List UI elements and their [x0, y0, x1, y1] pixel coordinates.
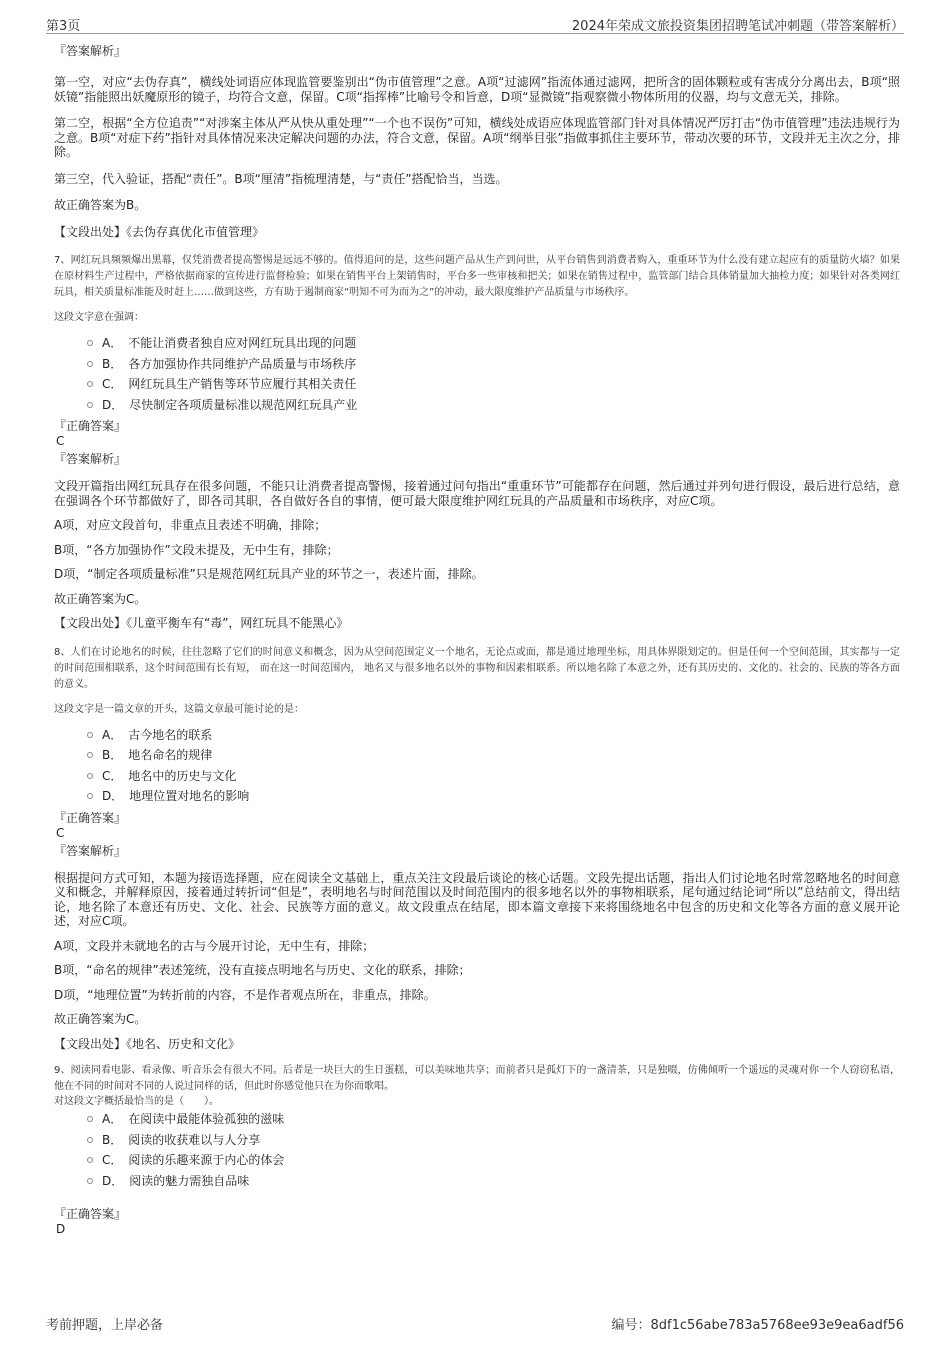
- radio-icon[interactable]: [87, 1116, 93, 1122]
- document-id: 编号：8df1c56abe783a5768ee93e9ea6adf56: [611, 1318, 904, 1333]
- correct-answer-value: D: [56, 1222, 66, 1236]
- option-a[interactable]: A． 不能让消费者独自应对网红玩具出现的问题: [54, 333, 900, 354]
- question-7-text: 7、网红玩具频频爆出黑幕，仅凭消费者提高警惕是远远不够的。值得追问的是，这些问题产品从生产到问世，从平台销售到消费者购入，重重环节为什么没有建立起应有的质量防火墙？如果在原材料生产过程中，严格依据商家的宣传进行监督检验；如果在销售平台上架销售时，平台多一些审核和把关；如果在销售过程中，监管部门结合具体销量加大抽检力度；如果针对各类网红玩具，相关质量标准能及时赶上……做到这些，方有助于遏制商家“明知不可为而为之”的冲动，最大限度维护产品质量与市场秩序。: [54, 255, 900, 298]
- question-8-prompt: 这段文字是一篇文章的开头，这篇文章最可能讨论的是：: [54, 703, 304, 715]
- analysis-paragraph: B项，“各方加强协作”文段未提及，无中生有，排除；: [54, 542, 339, 557]
- option-c[interactable]: C． 阅读的乐趣来源于内心的体会: [54, 1150, 900, 1171]
- page-number: 第3页: [46, 19, 81, 34]
- option-b[interactable]: B． 阅读的收获难以与人分享: [54, 1130, 900, 1151]
- analysis-paragraph: A项，对应文段首句，非重点且表述不明确，排除；: [54, 518, 327, 532]
- question-8-options: [54, 725, 900, 807]
- analysis-paragraph: D项，“地理位置”为转折前的内容，不是作者观点所在，非重点，排除。: [54, 987, 436, 1002]
- text-source: 【文段出处】《去伪存真优化市值管理》: [54, 224, 265, 239]
- text-source: 【文段出处】《儿童平衡车有“毒”，网红玩具不能黑心》: [54, 616, 349, 630]
- option-a[interactable]: A． 古今地名的联系: [54, 725, 900, 746]
- analysis-paragraph: 文段开篇指出网红玩具存在很多问题，不能只让消费者提高警惕，接着通过问句指出“重重环节”可能都存在问题，然后通过并列句进行假设，最后进行总结，意在强调各个环节都做好了，即各司其职，各自做好各自的事情，便可最大限度维护网红玩具的产品质量和市场秩序，对应C项。: [54, 479, 900, 508]
- answer-analysis-label: 『答案解析』: [54, 44, 127, 58]
- radio-icon[interactable]: [87, 381, 93, 387]
- analysis-paragraph: 第三空，代入验证，搭配“责任”。B项“厘清”指梳理清楚，与“责任”搭配恰当，当选。: [54, 171, 508, 186]
- correct-answer-value: C: [56, 434, 65, 448]
- footer-slogan: 考前押题，上岸必备: [46, 1318, 164, 1333]
- document-body: [54, 44, 900, 1236]
- answer-analysis-label: 『答案解析』: [54, 843, 127, 858]
- correct-answer-label: 『正确答案』: [54, 1207, 127, 1221]
- option-d[interactable]: D． 地理位置对地名的影响: [54, 786, 900, 807]
- question-9-prompt: 对这段文字概括最恰当的是（ ）。: [54, 1096, 219, 1107]
- answer-analysis-label: 『答案解析』: [54, 452, 127, 466]
- radio-icon[interactable]: [87, 402, 93, 408]
- option-d[interactable]: D． 阅读的魅力需独自品味: [54, 1171, 900, 1192]
- option-b[interactable]: B． 地名命名的规律: [54, 745, 900, 766]
- correct-answer-label: 『正确答案』: [54, 419, 127, 433]
- option-d[interactable]: D． 尽快制定各项质量标准以规范网红玩具产业: [54, 395, 900, 416]
- radio-icon[interactable]: [87, 1157, 93, 1163]
- analysis-paragraph: B项，“命名的规律”表述笼统，没有直接点明地名与历史、文化的联系，排除；: [54, 963, 471, 977]
- question-7-options: [54, 333, 900, 415]
- question-7-prompt: 这段文字意在强调：: [54, 312, 144, 323]
- analysis-paragraph: 第一空，对应“去伪存真”，横线处词语应体现监管要鉴别出“伪市值管理”之意。A项“过滤网”指流体通过滤网，把所含的固体颗粒或有害成分分离出去，B项“照妖镜”指能照出妖魔原形的镜子，均符合文意，保留。C项“指挥棒”比喻号令和旨意，D项“显微镜”指观察微小物体所用的仪器，均与文意无关，排除。: [54, 75, 900, 104]
- option-c[interactable]: C． 地名中的历史与文化: [54, 766, 900, 787]
- question-9-text: 9、阅读同看电影、看录像、听音乐会有很大不同。后者是一块巨大的生日蛋糕，可以美味地共享；而前者只是孤灯下的一盏清茶，只是独啜，仿佛倾听一个遥远的灵魂对你一个人窃窃私语，他在不同的时间对不同的人说过同样的话，但此时你感觉他只在为你而歌唱。: [54, 1065, 900, 1092]
- page-header: [46, 13, 904, 34]
- option-c[interactable]: C． 网红玩具生产销售等环节应履行其相关责任: [54, 374, 900, 395]
- radio-icon[interactable]: [87, 1178, 93, 1184]
- analysis-paragraph: 第二空，根据“全方位追责”“对涉案主体从严从快从重处理”“一个也不误伤”可知，横线处成语应体现监管部门针对具体情况严厉打击“伪市值管理”违法违规行为之意。B项“对症下药”指针对具体情况来决定解决问题的办法，符合文意，保留。A项“纲举目张”指做事抓住主要环节，带动次要的环节，文段并无主次之分，排除。: [54, 116, 900, 159]
- option-a[interactable]: A． 在阅读中最能体验孤独的滋味: [54, 1109, 900, 1130]
- radio-icon[interactable]: [87, 361, 93, 367]
- analysis-paragraph: D项，“制定各项质量标准”只是规范网红玩具产业的环节之一，表述片面，排除。: [54, 567, 484, 581]
- correct-answer-value: C: [56, 825, 65, 840]
- radio-icon[interactable]: [87, 773, 93, 779]
- analysis-paragraph: A项，文段并未就地名的古与今展开讨论，无中生有，排除；: [54, 938, 375, 953]
- correct-answer-label: 『正确答案』: [54, 810, 127, 825]
- analysis-conclusion: 故正确答案为B。: [54, 198, 147, 212]
- analysis-paragraph: 根据提问方式可知，本题为接语选择题，应在阅读全文基础上，重点关注文段最后谈论的核心话题。文段先提出话题，指出人们讨论地名时常忽略地名的时间意义和概念，并解释原因，接着通过转折词“但是”，表明地名与时间范围以及时间范围内的很多地名以外的事物相联系，尾句通过结论词“所以”总结前文，得出结论，地名除了本意还有历史、文化、社会、民族等方面的意义。故文段重点在结尾，即本篇文章接下来将围绕地名中包含的历史和文化等各方面的意义展开论述，对应C项。: [54, 870, 900, 928]
- question-9-options: [54, 1109, 900, 1191]
- analysis-conclusion: 故正确答案为C。: [54, 591, 147, 606]
- radio-icon[interactable]: [87, 732, 93, 738]
- radio-icon[interactable]: [87, 1137, 93, 1143]
- document-title: 2024年荣成文旅投资集团招聘笔试冲刺题（带答案解析）: [571, 19, 904, 34]
- option-b[interactable]: B． 各方加强协作共同维护产品质量与市场秩序: [54, 354, 900, 375]
- radio-icon[interactable]: [87, 793, 93, 799]
- text-source: 【文段出处】《地名、历史和文化》: [54, 1036, 241, 1051]
- radio-icon[interactable]: [87, 340, 93, 346]
- radio-icon[interactable]: [87, 752, 93, 758]
- analysis-conclusion: 故正确答案为C。: [54, 1012, 147, 1026]
- page-footer: [46, 1310, 904, 1333]
- question-8-text: 8、人们在讨论地名的时候，往往忽略了它们的时间意义和概念，因为从空间范围定义一个地名，无论点或面，都是通过地理坐标，用具体界限划定的。但是任何一个空间范围，其实都与一定的时间范围相联系，这个时间范围有长有短， 而在这一时间范围内， 地名又与很多地名以外的事物和因素相联系。所以地名除了本意之外，还有其历史的、文化的、社会的、民族的等各方面的意义。: [54, 646, 900, 690]
